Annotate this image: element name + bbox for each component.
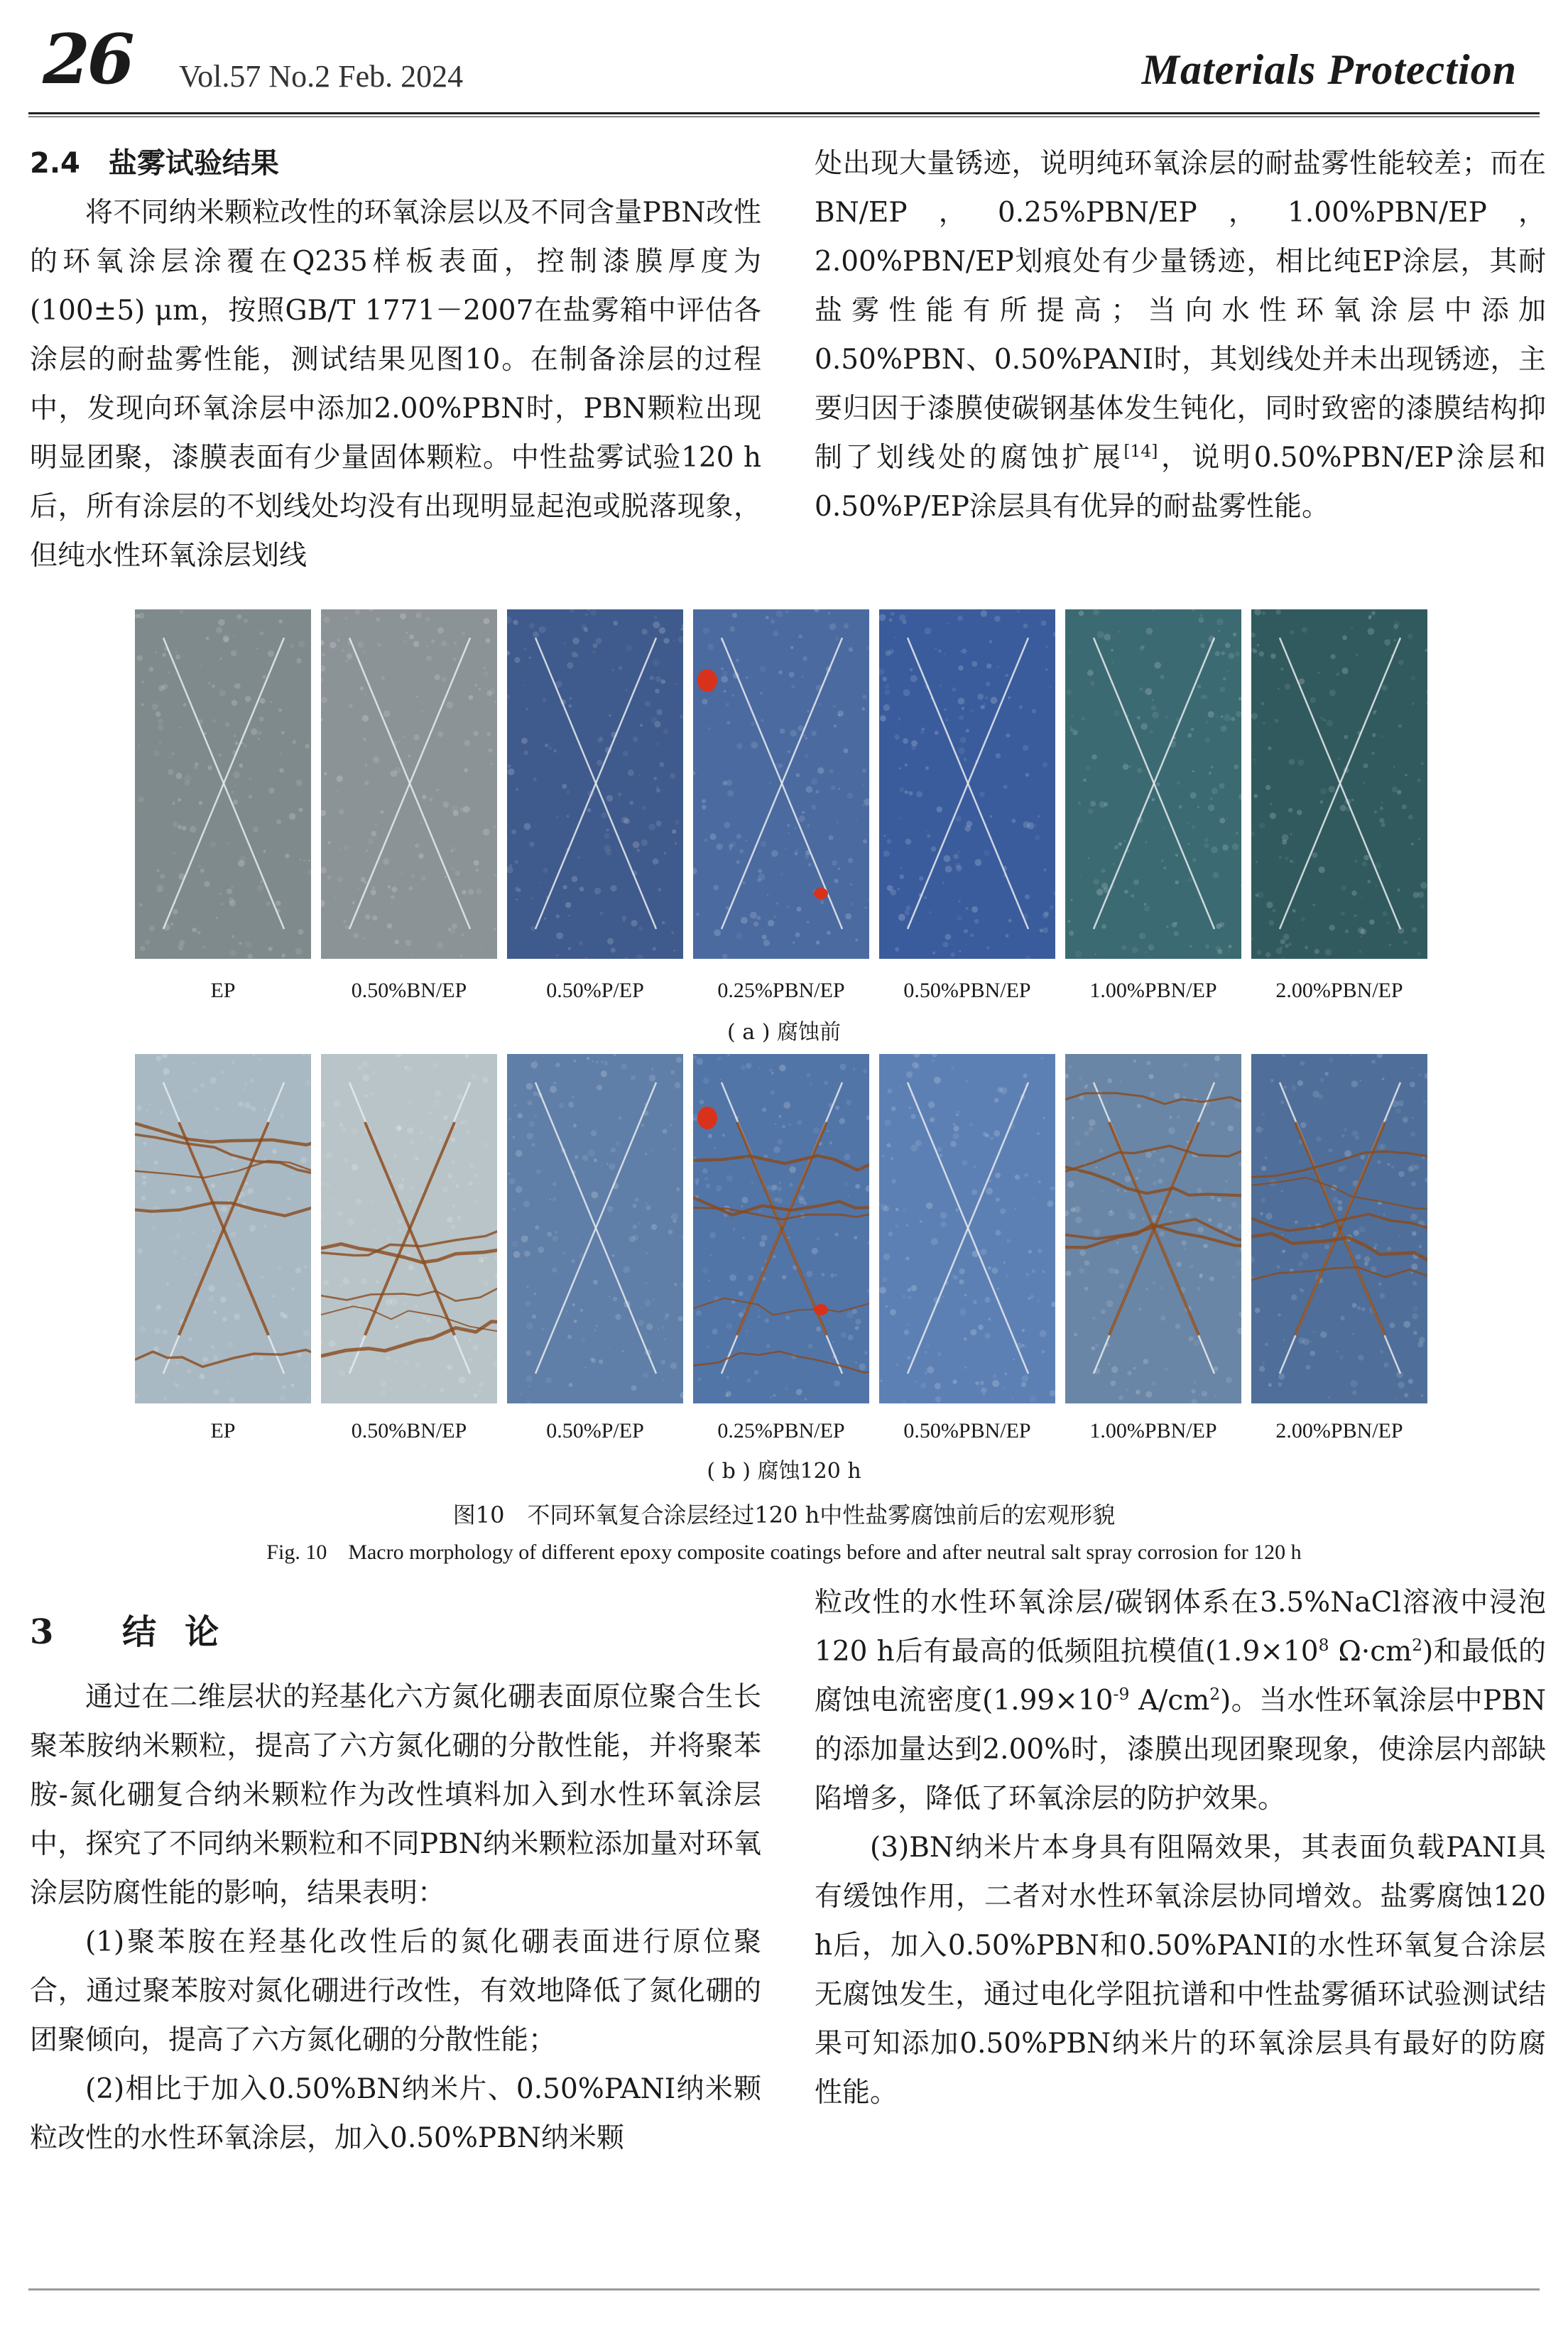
panel-before: [693, 609, 869, 959]
specimen-photo: [507, 609, 683, 959]
specimen-photo: [1251, 1054, 1427, 1403]
header-rule: [28, 112, 1540, 114]
conclusion-item-2-cont: 粒改性的水性环氧涂层/碳钢体系在3.5%NaCl溶液中浸泡120 h后有最高的低频阻抗模值($1.9\times 10^8$ $\Omega\cdot cm^2$)和最低的腐蚀电流密度($1.99\times 10^{-9}$ $A/cm^2$)。当水性环氧涂层中PBN的添加量达到2.00%时，漆膜出现团聚现象，使涂层内部缺陷增多，降低了环氧涂层的防护效果。: [815, 1587, 1547, 1815]
panel-label: 0.25%PBN/EP: [717, 979, 845, 1002]
figure-row-after: [135, 1054, 1427, 1403]
specimen-photo: [879, 609, 1055, 959]
figure-caption-en: Fig. 10 Macro morphology of different epoxy composite coatings before and after neutral salt spray corrosion for 120 h: [266, 1541, 1302, 1564]
panel-label: 2.00%PBN/EP: [1275, 1419, 1403, 1442]
figure-row-before: [135, 609, 1427, 959]
conclusion-item-2-start: (2)相比于加入0.50%BN纳米片、0.50%PANI纳米颗粒改性的水性环氧涂层，加入0.50%PBN纳米颗: [30, 2073, 761, 2154]
conclusion-item-3: (3)BN纳米片本身具有阻隔效果，其表面负载PANI具有缓蚀作用，二者对水性环氧涂层协同增效。盐雾腐蚀120 h后，加入0.50%PBN和0.50%PANI的水性环氧复合涂层无腐蚀发生，通过电化学阻抗谱和中性盐雾循环试验测试结果可知添加0.50%PBN纳米片的环氧涂层具有最好的防腐性能。: [815, 1832, 1546, 2109]
panel-before: [507, 609, 683, 959]
specimen-photo: [135, 609, 311, 959]
journal-title: Materials Protection: [1141, 46, 1517, 93]
paragraph-salt-spray: 将不同纳米颗粒改性的环氧涂层以及不同含量PBN改性的环氧涂层涂覆在Q235样板表面，控制漆膜厚度为(100±5) μm，按照GB/T 1771－2007在盐雾箱中评估各涂层的耐盐雾性能，测试结果见图10。在制备涂层的过程中，发现向环氧涂层中添加2.00%PBN时，PBN颗粒出现明显团聚，漆膜表面有少量固体颗粒。中性盐雾试验120 h后，所有涂层的不划线处均没有出现明显起泡或脱落现象，但纯水性环氧涂层划线: [30, 197, 761, 572]
panel-label: 0.50%P/EP: [546, 979, 644, 1002]
specimen-photo: [1251, 609, 1427, 959]
reference-14[interactable]: [14]: [1123, 441, 1158, 461]
specimen-photo: [693, 609, 869, 959]
panel-before: [135, 609, 311, 959]
panel-label: 0.25%PBN/EP: [717, 1419, 845, 1442]
specimen-photo: [693, 1054, 869, 1403]
panel-label: 2.00%PBN/EP: [1275, 979, 1403, 1002]
right-column-top: [815, 139, 1546, 531]
panel-label: EP: [210, 979, 236, 1002]
specimen-photo: [507, 1054, 683, 1403]
panel-after: [507, 1054, 683, 1403]
footer-rule: [28, 2288, 1540, 2291]
panel-after: [1065, 1054, 1241, 1403]
specimen-photo: [1065, 1054, 1241, 1403]
panel-label: 0.50%BN/EP: [351, 1419, 467, 1442]
panel-label: 0.50%P/EP: [546, 1419, 644, 1442]
left-column-bottom: [30, 1608, 761, 2163]
panel-before: [1065, 609, 1241, 959]
page-number: 26: [43, 19, 132, 99]
conclusion-item-1: (1)聚苯胺在羟基化改性后的氮化硼表面进行原位聚合，通过聚苯胺对氮化硼进行改性，有效地降低了氮化硼的团聚倾向，提高了六方氮化硼的分散性能；: [30, 1926, 761, 2056]
volume-info: Vol.57 No.2 Feb. 2024: [179, 59, 464, 94]
panel-label: EP: [210, 1419, 236, 1442]
conclusion-intro: 通过在二维层状的羟基化六方氮化硼表面原位聚合生长聚苯胺纳米颗粒，提高了六方氮化硼的分散性能，并将聚苯胺-氮化硼复合纳米颗粒作为改性填料加入到水性环氧涂层中，探究了不同纳米颗粒和不同PBN纳米颗粒添加量对环氧涂层防腐性能的影响，结果表明：: [30, 1681, 761, 1909]
subcaption-a: ( a ) 腐蚀前: [727, 1020, 841, 1045]
labels-row-after: [135, 1419, 1427, 1443]
panel-before: [321, 609, 497, 959]
panel-label: 0.50%BN/EP: [351, 979, 467, 1002]
labels-row-before: [135, 979, 1427, 1003]
panel-after: [879, 1054, 1055, 1403]
panel-label: 1.00%PBN/EP: [1089, 1419, 1217, 1442]
panel-after: [1251, 1054, 1427, 1403]
left-column-top: [30, 139, 761, 580]
right-column-bottom: [815, 1578, 1546, 2117]
panel-before: [1251, 609, 1427, 959]
panel-label: 0.50%PBN/EP: [903, 1419, 1031, 1442]
specimen-photo: [321, 609, 497, 959]
figure-caption-cn: 图10 不同环氧复合涂层经过120 h中性盐雾腐蚀前后的宏观形貌: [452, 1501, 1116, 1528]
specimen-photo: [135, 1054, 311, 1403]
specimen-photo: [321, 1054, 497, 1403]
header-rule-thin: [28, 116, 1540, 117]
specimen-photo: [1065, 609, 1241, 959]
panel-label: 0.50%PBN/EP: [903, 979, 1031, 1002]
panel-after: [321, 1054, 497, 1403]
paragraph-salt-spray-cont: 处出现大量锈迹，说明纯环氧涂层的耐盐雾性能较差；而在BN/EP，0.25%PBN/EP，1.00%PBN/EP，2.00%PBN/EP划痕处有少量锈迹，相比纯EP涂层，其耐盐雾性能有所提高；当向水性环氧涂层中添加0.50%PBN、0.50%PANI时，其划线处并未出现锈迹，主要归因于漆膜使碳钢基体发生钝化，同时致密的漆膜结构抑制了划线处的腐蚀扩展[14]，说明0.50%PBN/EP涂层和0.50%P/EP涂层具有优异的耐盐雾性能。: [815, 148, 1546, 523]
panel-before: [879, 609, 1055, 959]
panel-after: [693, 1054, 869, 1403]
specimen-photo: [879, 1054, 1055, 1403]
panel-after: [135, 1054, 311, 1403]
panel-label: 1.00%PBN/EP: [1089, 979, 1217, 1002]
subcaption-b: ( b ) 腐蚀120 h: [707, 1459, 861, 1484]
section-heading-3: 3 结论: [30, 1612, 248, 1652]
section-heading-2-4: 2.4 盐雾试验结果: [30, 147, 279, 180]
